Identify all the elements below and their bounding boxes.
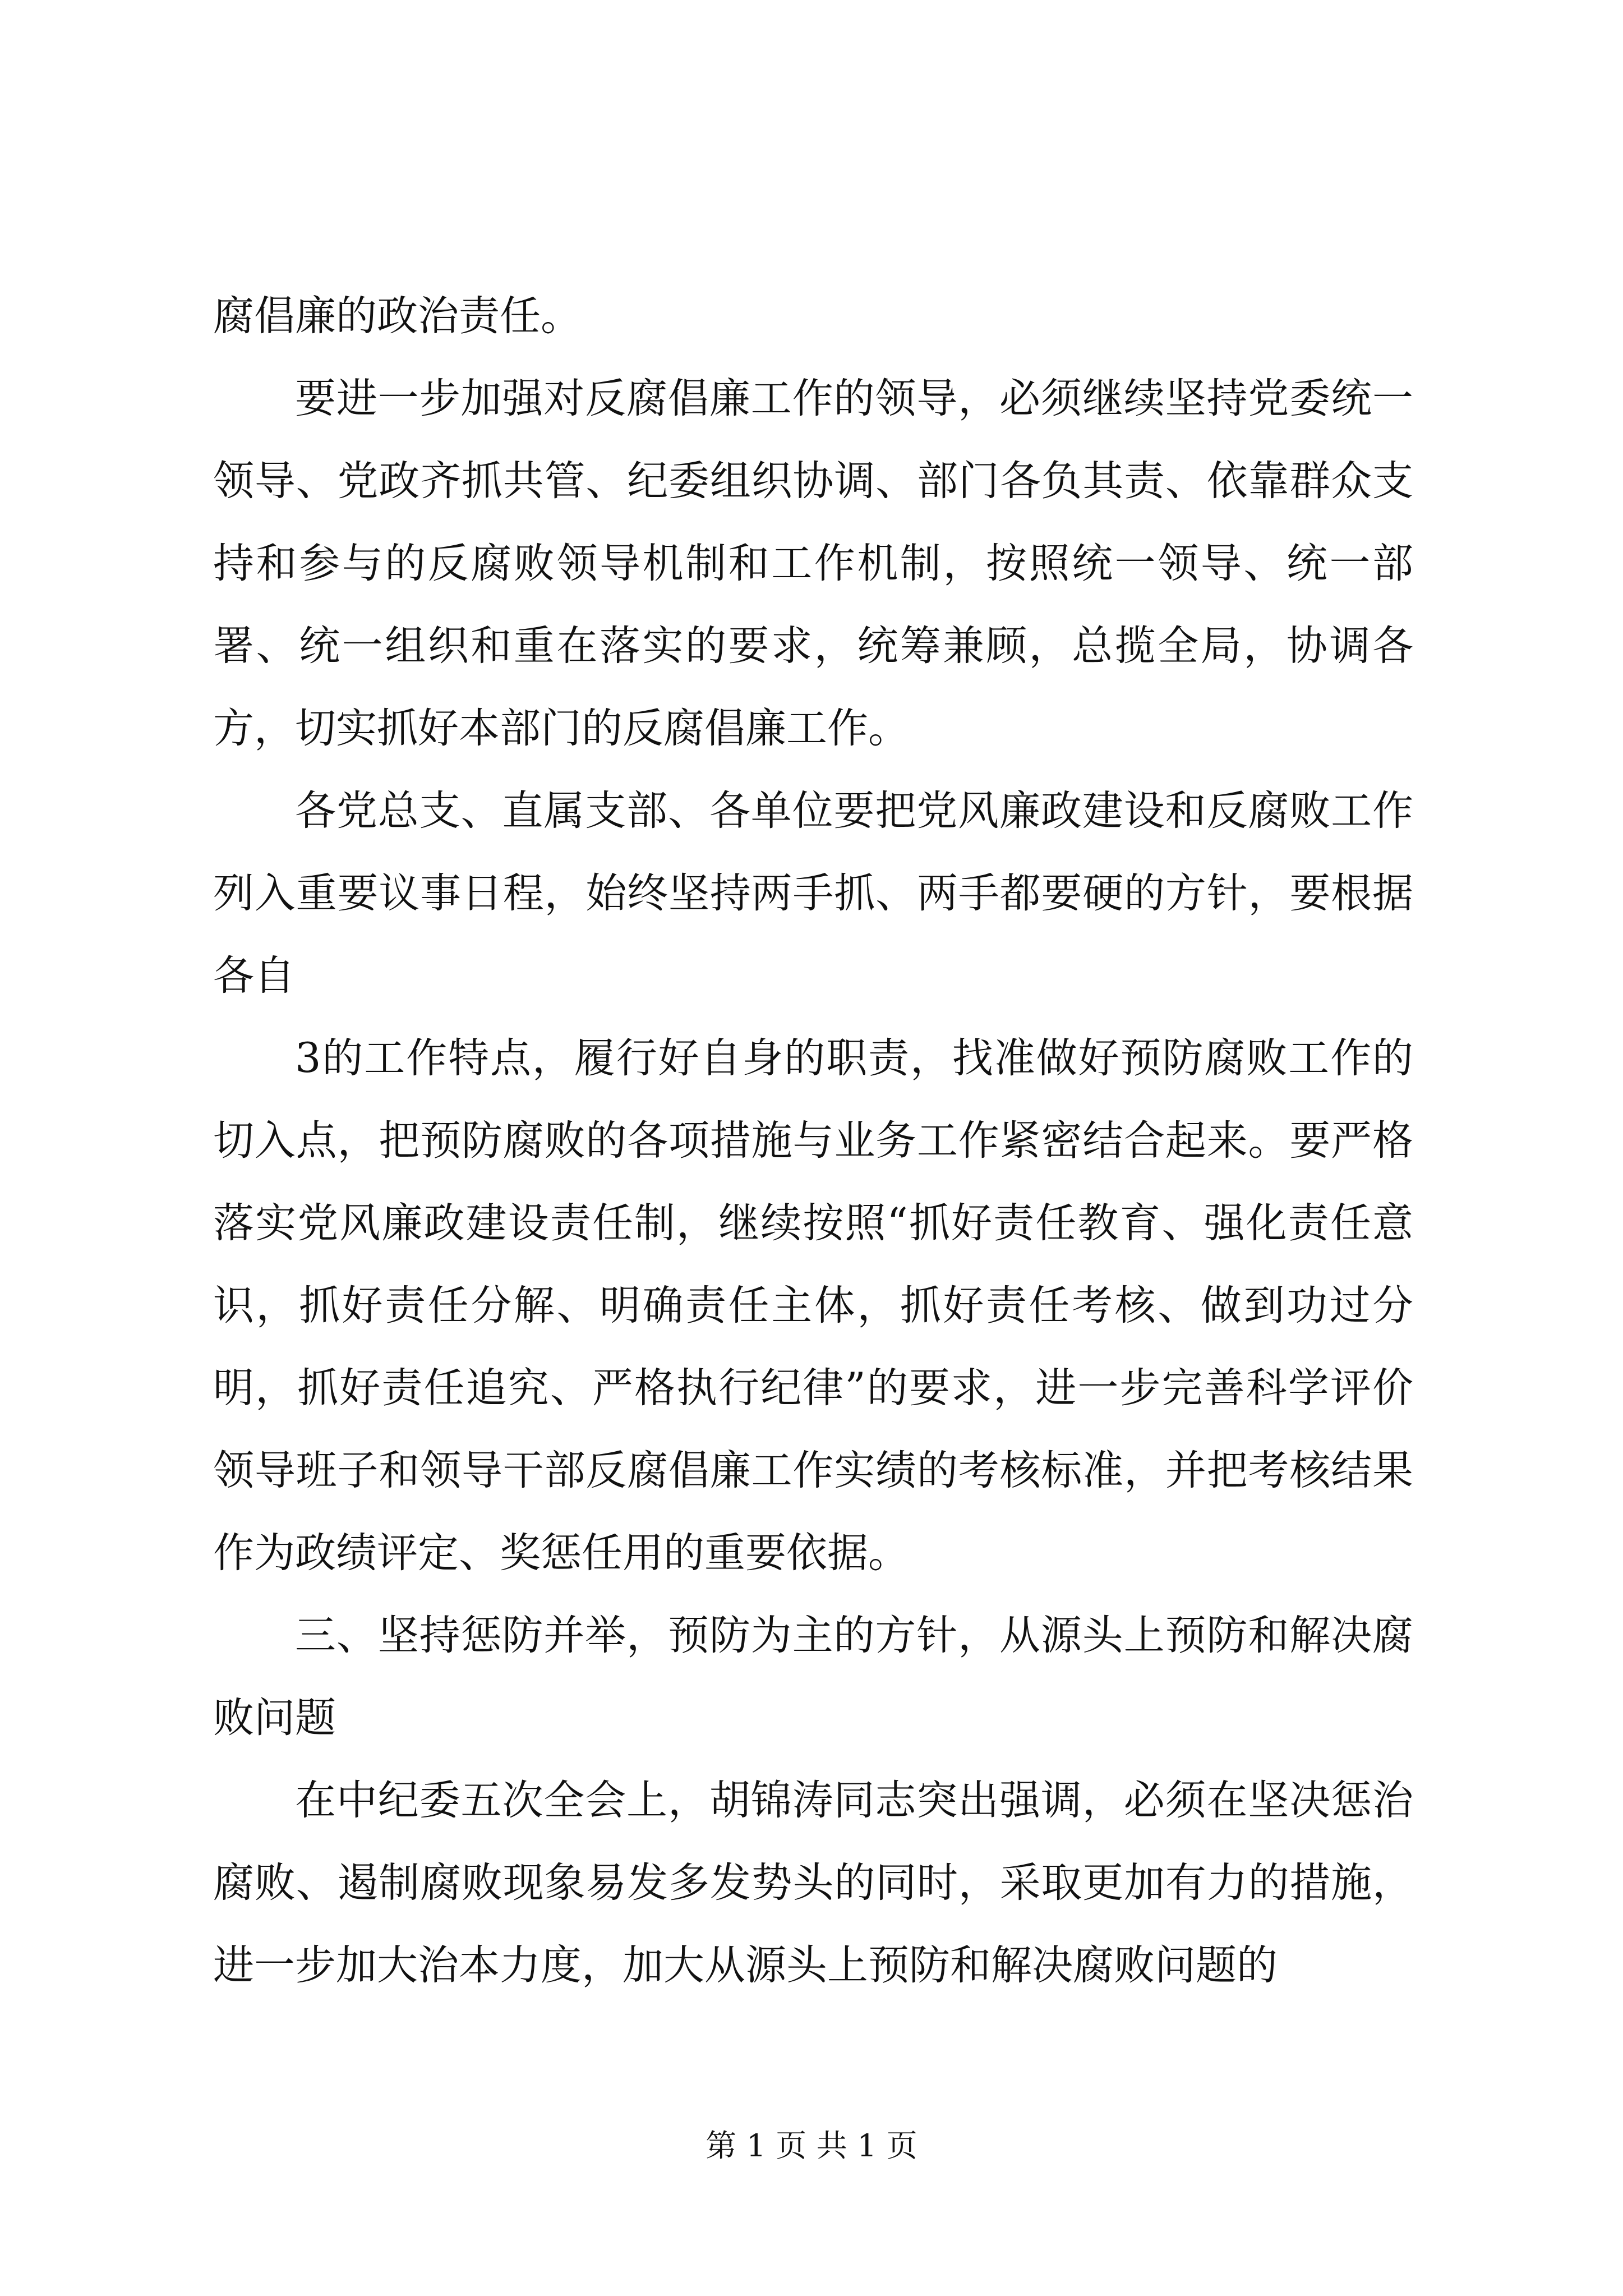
paragraph-4: 3的工作特点，履行好自身的职责，找准做好预防腐败工作的切入点，把预防腐败的各项措施与业务工作紧密结合起来。要严格落实党风廉政建设责任制，继续按照“抓好责任教育、强化责任意识，抓好责任分解、明确责任主体，抓好责任考核、做到功过分明，抓好责任追究、严格执行纪律”的要求，进一步完善科学评价领导班子和领导干部反腐倡廉工作实绩的考核标准，并把考核结果作为政绩评定、奖惩任用的重要依据。 [213,1034,1413,1577]
paragraph-3: 各党总支、直属支部、各单位要把党风廉政建设和反腐败工作列入重要议事日程，始终坚持两手抓、两手都要硬的方针，要根据各自 [213,787,1413,1000]
paragraph-2: 要进一步加强对反腐倡廉工作的领导，必须继续坚持党委统一领导、党政齐抓共管、纪委组织协调、部门各负其责、依靠群众支持和参与的反腐败领导机制和工作机制，按照统一领导、统一部署、统一组织和重在落实的要求，统筹兼顾，总揽全局，协调各方，切实抓好本部门的反腐倡廉工作。 [213,375,1413,752]
document-body [213,275,1413,2007]
paragraph-6: 在中纪委五次全会上，胡锦涛同志突出强调，必须在坚决惩治腐败、遏制腐败现象易发多发势头的同时，采取更加有力的措施，进一步加大治本力度，加大从源头上预防和解决腐败问题的 [213,1777,1413,1989]
page-footer: 第 1 页 共 1 页 [706,2128,917,2164]
paragraph-5-heading: 三、坚持惩防并举，预防为主的方针，从源头上预防和解决腐败问题 [213,1612,1413,1742]
paragraph-1: 腐倡廉的政治责任。 [213,292,582,340]
